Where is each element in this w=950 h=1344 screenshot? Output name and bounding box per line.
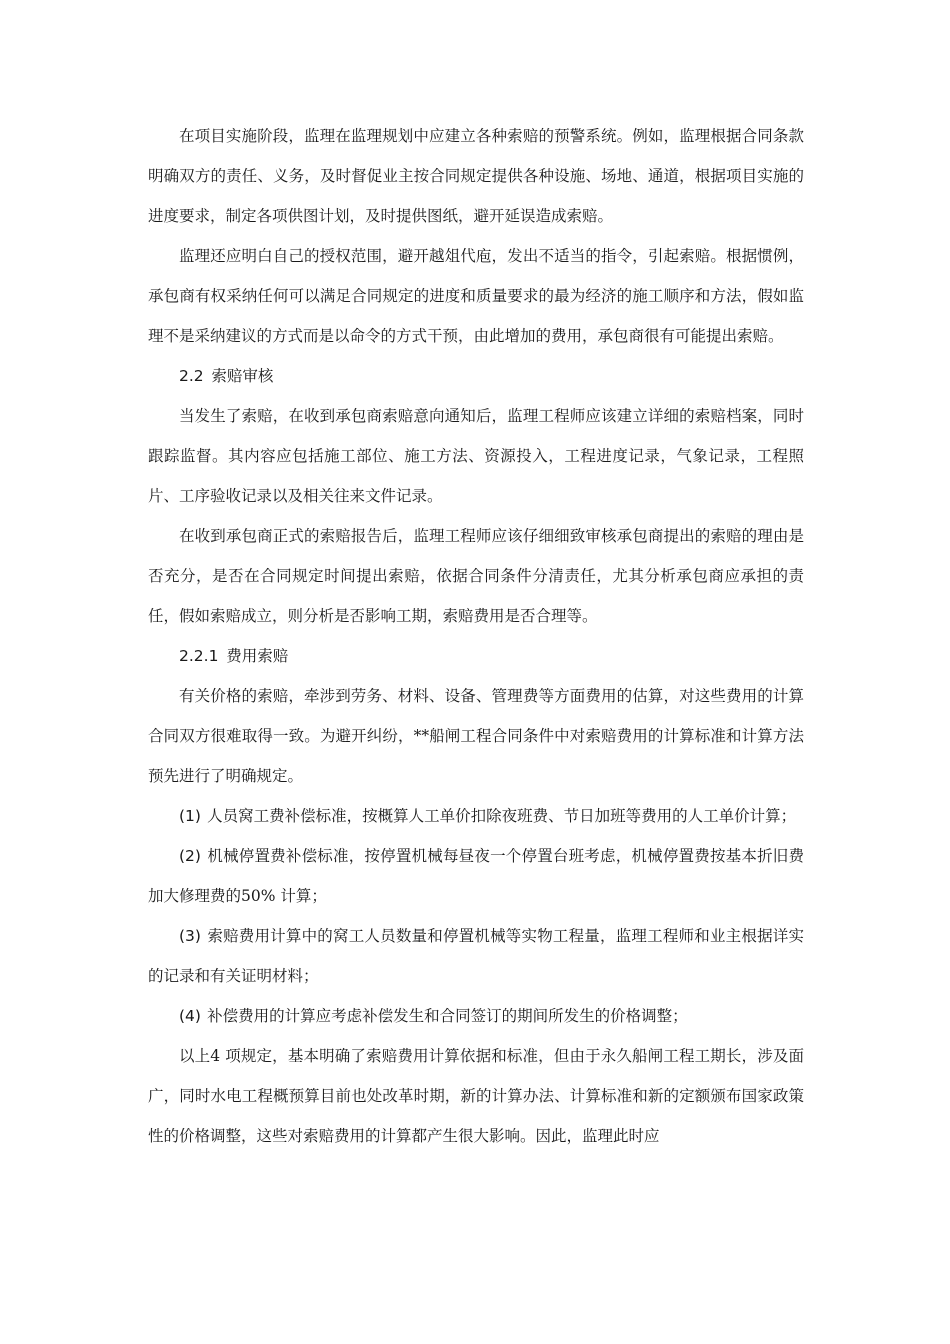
paragraph-closing: 以上4 项规定，基本明确了索赔费用计算依据和标准，但由于永久船闸工程工期长，涉及面广，同时水电工程概预算目前也处改革时期，新的计算办法、计算标准和新的定额颁布国家政策性的价格调整，这些对索赔费用的计算都产生很大影响。因此，监理此时应 [148,1047,804,1145]
list-item [148,796,804,836]
paragraph-claim-archive: 当发生了索赔，在收到承包商索赔意向通知后，监理工程师应该建立详细的索赔档案，同时跟踪监督。其内容应包括施工部位、施工方法、资源投入，工程进度记录，气象记录，工程照片、工序验收记录以及相关往来文件记录。 [148,407,804,505]
list-item-text: 机械停置费补偿标准，按停置机械每昼夜一个停置台班考虑，机械停置费按基本折旧费加大修理费的50% 计算； [148,847,804,905]
list-item-text: 补偿费用的计算应考虑补偿发生和合同签订的期间所发生的价格调整； [207,1007,688,1025]
document-body [148,116,804,1156]
section-heading-2-2-1 [148,636,804,676]
list-marker: (3) [179,927,201,945]
list-item-text: 人员窝工费补偿标准，按概算人工单价扣除夜班费、节日加班等费用的人工单价计算； [207,807,797,825]
section-number: 2.2.1 [179,647,219,665]
section-heading-2-2 [148,356,804,396]
list-item [148,916,804,996]
section-number: 2.2 [179,367,204,385]
paragraph-early-warning: 在项目实施阶段，监理在监理规划中应建立各种索赔的预警系统。例如，监理根据合同条款明确双方的责任、义务，及时督促业主按合同规定提供各种设施、场地、通道，根据项目实施的进度要求，制定各项供图计划，及时提供图纸，避开延误造成索赔。 [148,127,804,225]
section-title: 费用索赔 [226,647,289,665]
paragraph-authority-scope: 监理还应明白自己的授权范围，避开越俎代庖，发出不适当的指令，引起索赔。根据惯例，承包商有权采纳任何可以满足合同规定的进度和质量要求的最为经济的施工顺序和方法，假如监理不是采纳建议的方式而是以命令的方式干预，由此增加的费用，承包商很有可能提出索赔。 [148,247,804,345]
list-item [148,996,804,1036]
paragraph-cost-claim-intro: 有关价格的索赔，牵涉到劳务、材料、设备、管理费等方面费用的估算，对这些费用的计算合同双方很难取得一致。为避开纠纷，**船闸工程合同条件中对索赔费用的计算标准和计算方法预先进行了明确规定。 [148,687,804,785]
list-marker: (2) [179,847,201,865]
list-item-text: 索赔费用计算中的窝工人员数量和停置机械等实物工程量，监理工程师和业主根据详实的记录和有关证明材料； [148,927,804,985]
list-marker: (1) [179,807,201,825]
list-marker: (4) [179,1007,201,1025]
list-item [148,836,804,916]
section-title: 索赔审核 [211,367,274,385]
paragraph-claim-review: 在收到承包商正式的索赔报告后，监理工程师应该仔细细致审核承包商提出的索赔的理由是否充分，是否在合同规定时间提出索赔，依据合同条件分清责任，尤其分析承包商应承担的责任，假如索赔成立，则分析是否影响工期，索赔费用是否合理等。 [148,527,804,625]
